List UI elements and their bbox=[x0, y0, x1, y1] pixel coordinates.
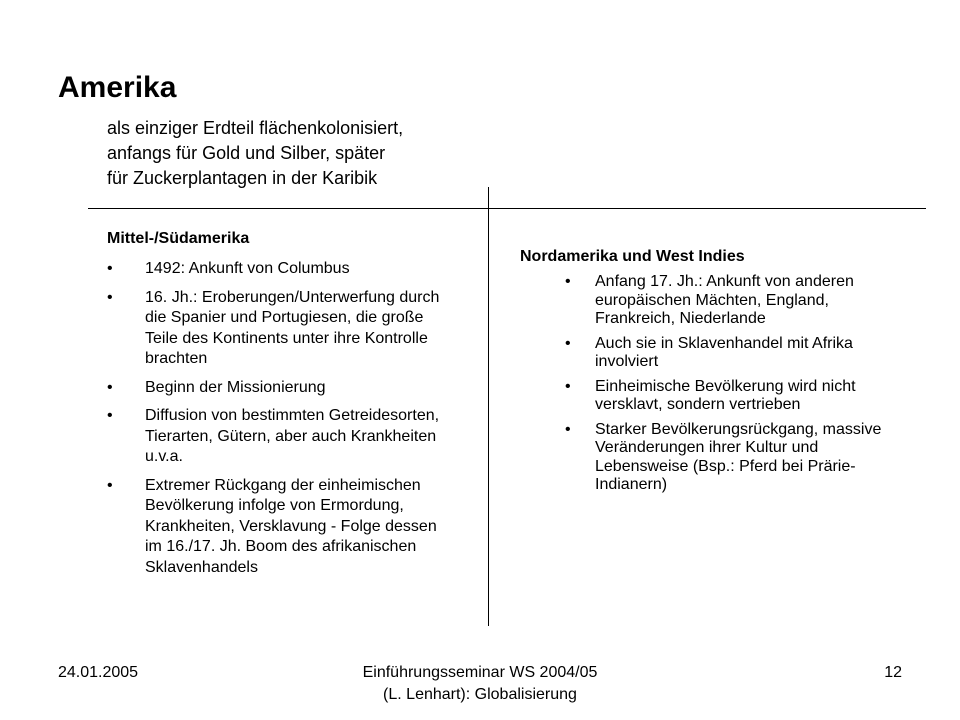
subtitle-line: anfangs für Gold und Silber, später bbox=[107, 143, 386, 163]
list-item bbox=[107, 288, 457, 370]
bullet-icon: • bbox=[565, 377, 571, 395]
list-item-text: Beginn der Missionierung bbox=[145, 378, 326, 396]
vertical-divider bbox=[488, 187, 489, 626]
list-item-text: Anfang 17. Jh.: Ankunft von anderen europäischen Mächten, England, Frankreich, Niederlande bbox=[595, 273, 854, 327]
list-item bbox=[520, 335, 910, 372]
left-column bbox=[107, 229, 457, 586]
footer-course bbox=[300, 662, 660, 706]
list-item bbox=[107, 259, 457, 280]
subtitle-line: als einziger Erdteil flächenkolonisiert, bbox=[107, 118, 404, 138]
slide-subtitle bbox=[107, 116, 507, 191]
bullet-icon: • bbox=[565, 273, 571, 290]
bullet-icon: • bbox=[107, 407, 113, 424]
list-item-text: Starker Bevölkerungsrückgang, massive Veränderungen ihrer Kultur und Lebensweise (Bsp.: Pferd bei Prärie-Indianern) bbox=[595, 420, 882, 493]
list-item-text: 1492: Ankunft von Columbus bbox=[145, 260, 350, 277]
horizontal-divider bbox=[88, 208, 926, 209]
list-item bbox=[107, 406, 457, 468]
subtitle-line: für Zuckerplantagen in der Karibik bbox=[107, 168, 378, 188]
left-bullet-list bbox=[107, 259, 457, 578]
bullet-icon: • bbox=[107, 378, 113, 396]
list-item-text: Einheimische Bevölkerung wird nicht versklavt, sondern vertrieben bbox=[595, 377, 856, 413]
list-item bbox=[520, 273, 910, 329]
bullet-icon: • bbox=[107, 260, 113, 277]
list-item bbox=[107, 378, 457, 399]
list-item bbox=[520, 421, 910, 495]
list-item-text: Extremer Rückgang der einheimischen Bevölkerung infolge von Ermordung, Krankheiten, Versklavung - Folge dessen im 16./17. Jh. Boom des afrikanischen Sklavenhandels bbox=[145, 476, 437, 576]
page-number: 12 bbox=[884, 664, 902, 681]
right-bullet-list bbox=[520, 273, 910, 495]
footer-course-line: (L. Lenhart): Globalisierung bbox=[383, 686, 577, 703]
bullet-icon: • bbox=[565, 420, 571, 438]
list-item-text: Diffusion von bestimmten Getreidesorten, Tierarten, Gütern, aber auch Krankheiten u.v.a. bbox=[145, 407, 440, 465]
left-column-heading: Mittel-/Südamerika bbox=[107, 230, 250, 247]
bullet-icon: • bbox=[107, 288, 113, 306]
list-item-text: Auch sie in Sklavenhandel mit Afrika involviert bbox=[595, 334, 853, 370]
bullet-icon: • bbox=[565, 334, 571, 352]
footer-course-line: Einführungsseminar WS 2004/05 bbox=[362, 664, 598, 681]
list-item bbox=[107, 476, 457, 579]
slide-title: Amerika bbox=[58, 71, 177, 104]
bullet-icon: • bbox=[107, 476, 113, 494]
right-column bbox=[520, 247, 910, 501]
footer-date: 24.01.2005 bbox=[58, 664, 139, 681]
list-item bbox=[520, 378, 910, 415]
right-column-heading: Nordamerika und West Indies bbox=[520, 248, 745, 265]
list-item-text: 16. Jh.: Eroberungen/Unterwerfung durch die Spanier und Portugiesen, die große Teile des Kontinents unter ihre Kontrolle brachten bbox=[145, 288, 440, 367]
